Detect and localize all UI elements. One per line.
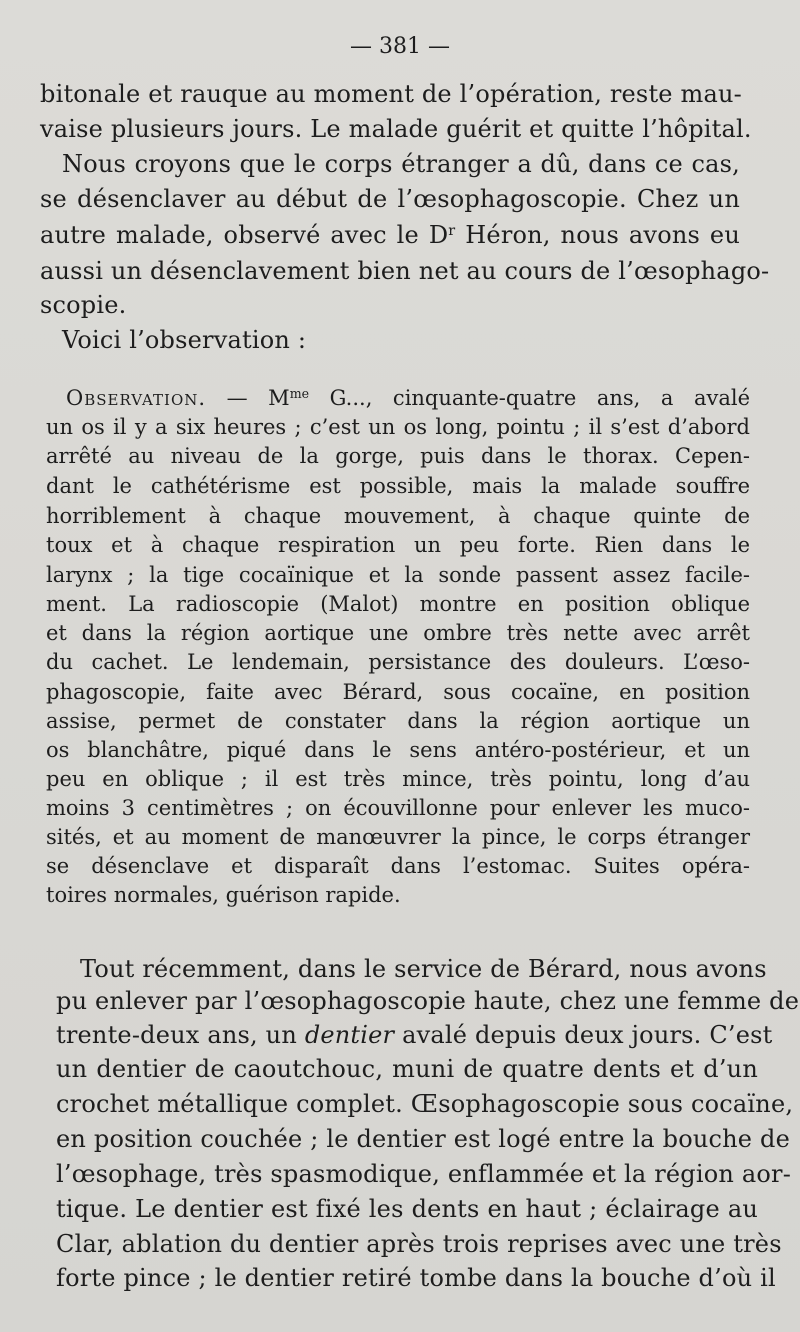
- text-line: Nous croyons que le corps étranger a dû, dans ce cas,: [62, 150, 740, 178]
- text-line: scopie.: [40, 291, 127, 319]
- text-line: arrêté au niveau de la gorge, puis dans le thorax. Cepen-: [46, 444, 750, 468]
- text-line: l’œsophage, très spasmodique, enflammée et la région aor-: [56, 1160, 792, 1188]
- text-line: pu enlever par l’œsophagoscopie haute, chez une femme de: [56, 987, 800, 1015]
- text-line: os blanchâtre, piqué dans le sens antéro-postérieur, et un: [46, 738, 750, 762]
- text-line: peu en oblique ; il est très mince, très pointu, long d’au: [46, 767, 750, 791]
- text-line: se désenclaver au début de l’œsophagoscopie. Chez un: [40, 185, 740, 213]
- text-line: toux et à chaque respiration un peu forte. Rien dans le: [46, 533, 750, 557]
- italic-word: dentier: [304, 1021, 395, 1049]
- text-line: du cachet. Le lendemain, persistance des douleurs. L’œso-: [46, 650, 750, 674]
- superscript: me: [289, 386, 310, 402]
- text-line: dant le cathétérisme est possible, mais la malade souffre: [46, 474, 750, 498]
- page-number: — 381 —: [350, 34, 450, 59]
- text-line: forte pince ; le dentier retiré tombe dans la bouche d’où il: [56, 1264, 776, 1292]
- text-line: en position couchée ; le dentier est logé entre la bouche de: [56, 1125, 791, 1153]
- text-line: bitonale et rauque au moment de l’opération, reste mau-: [40, 80, 742, 108]
- observation-first-line: Observation. — $M^{me}$ G..., cinquante-quatre ans, a avalé: [66, 386, 751, 410]
- superscript: r: [448, 223, 456, 240]
- text-line: Voici l’observation :: [62, 326, 307, 354]
- text-line: moins 3 centimètres ; on écouvillonne pour enlever les muco-: [46, 796, 750, 820]
- text-line: sités, et au moment de manœuvrer la pince, le corps étranger: [46, 825, 750, 849]
- text-line: larynx ; la tige cocaïnique et la sonde passent assez facile-: [46, 563, 750, 587]
- text-line: phagoscopie, faite avec Bérard, sous cocaïne, en position: [46, 680, 750, 704]
- text-line: un os il y a six heures ; c’est un os long, pointu ; il s’est d’abord: [46, 415, 750, 439]
- text-line: vaise plusieurs jours. Le malade guérit et quitte l’hôpital.: [40, 115, 752, 143]
- text-line: assise, permet de constater dans la région aortique un: [46, 709, 750, 733]
- text-line: trente-deux ans, un dentier avalé depuis deux jours. C’est: [56, 1021, 773, 1049]
- text-line: tique. Le dentier est fixé les dents en haut ; éclairage au: [56, 1195, 758, 1223]
- text-line: Clar, ablation du dentier après trois reprises avec une très: [56, 1230, 782, 1258]
- text-line: autre malade, observé avec le $D^r$ Héron, nous avons eu: [40, 221, 740, 249]
- text-line: aussi un désenclavement bien net au cours de l’œsophago-: [40, 257, 770, 285]
- text-line: horriblement à chaque mouvement, à chaque quinte de: [46, 504, 750, 528]
- text-line: crochet métallique complet. Œsophagoscopie sous cocaïne,: [56, 1090, 794, 1118]
- text-line: et dans la région aortique une ombre très nette avec arrêt: [46, 621, 750, 645]
- text-line: se désenclave et disparaît dans l’estomac. Suites opéra-: [46, 854, 750, 878]
- observation-heading: Observation.: [66, 386, 207, 410]
- text-line: ment. La radioscopie (Malot) montre en position oblique: [46, 592, 750, 616]
- text-line: Tout récemment, dans le service de Bérard, nous avons: [80, 955, 767, 983]
- text-line: un dentier de caoutchouc, muni de quatre dents et d’un: [56, 1055, 758, 1083]
- text-line: toires normales, guérison rapide.: [46, 883, 401, 907]
